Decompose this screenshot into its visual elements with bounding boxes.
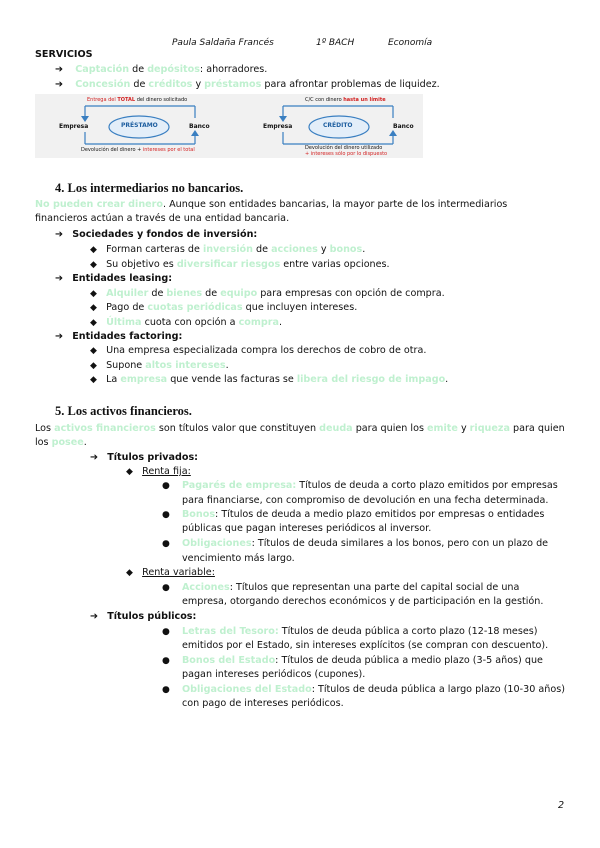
section-4-intro-line-1: No pueden crear dinero. Aunque son entidades bancarias, la mayor parte de los intermediarios	[35, 199, 508, 210]
section-4-title: 4. Los intermediarios no bancarios.	[55, 181, 244, 195]
diamond-icon: ◆	[90, 245, 97, 255]
diamond-icon: ◆	[90, 260, 97, 270]
header-name: Paula Saldaña Francés	[172, 38, 274, 48]
obligaciones-estado-line-1: Obligaciones del Estado: Títulos de deuda pública a largo plazo (10-30 años)	[182, 684, 565, 695]
diagram-right-top-label: C/C con dinero hasta un límite	[305, 97, 386, 103]
pagares-line-2: para financiarse, con compromiso de devolución en una fecha determinada.	[182, 495, 549, 506]
bullet-icon: ●	[162, 510, 170, 520]
header-course: 1º BACH	[316, 38, 355, 48]
obligaciones-line-1: Obligaciones: Títulos de deuda similares a los bonos, pero con un plazo de	[182, 538, 549, 549]
servicios-title: SERVICIOS	[35, 49, 93, 60]
diagram-right-banco: Banco	[393, 123, 414, 130]
section-5-title: 5. Los activos financieros.	[55, 404, 192, 418]
section-5-intro-line-2: los posee.	[35, 437, 87, 448]
header-subject: Economía	[388, 38, 433, 48]
bonos-line-1: Bonos: Títulos de deuda a medio plazo emitidos por empresas o entidades	[182, 509, 545, 520]
obligaciones-item	[162, 536, 170, 552]
letras-line-1: Letras del Tesoro: Títulos de deuda pública a corto plazo (12-18 meses)	[182, 626, 538, 637]
arrow-icon: ➔	[55, 229, 64, 240]
letras-line-2: emitidos por el Estado, sin intereses explícitos (se compran con descuento).	[182, 640, 549, 651]
diagram-right-bottom-a: Devolución del dinero utilizado	[305, 145, 383, 151]
obligaciones-line-2: vencimiento más largo.	[182, 553, 295, 564]
diamond-icon: ◆	[90, 318, 97, 328]
section-5-intro-line-1: Los activos financieros son títulos valor que constituyen deuda para quien los emite y riqueza para quien	[35, 423, 565, 434]
leasing-bullet-1: ◆ Alquiler de bienes de equipo para empresas con opción de compra.	[90, 288, 445, 299]
sociedades-bullet-2: ◆ Su objetivo es diversificar riesgos entre varias opciones.	[90, 259, 390, 270]
leasing-bullet-3: ◆ Última cuota con opción a compra.	[90, 317, 283, 328]
acciones-item	[162, 580, 170, 596]
leasing-heading: ➔ Entidades leasing:	[55, 273, 173, 284]
diamond-icon: ◆	[90, 289, 97, 299]
letras-item	[162, 624, 170, 640]
privados-heading: ➔ Títulos privados:	[90, 452, 199, 463]
diagram-left-empresa: Empresa	[59, 123, 89, 130]
renta-fija-heading: ◆ Renta fija:	[126, 466, 191, 477]
publicos-heading: ➔ Títulos públicos:	[90, 611, 197, 622]
diamond-icon: ◆	[126, 568, 133, 578]
obligaciones-estado-line-2: con pago de intereses periódicos.	[182, 698, 344, 709]
diamond-icon: ◆	[90, 375, 97, 385]
bonos-estado-line-2: pagan intereses periódicos (cupones).	[182, 669, 366, 680]
bonos-line-2: públicas que pagan intereses periódicos al inversor.	[182, 523, 432, 534]
bonos-item	[162, 507, 170, 523]
diamond-icon: ◆	[90, 361, 97, 371]
diagram-left-top-label: Entrega del TOTAL del dinero solicitado	[87, 97, 188, 103]
diagram-right-empresa: Empresa	[263, 123, 293, 130]
arrow-icon: ➔	[55, 64, 64, 75]
bullet-icon: ●	[162, 539, 170, 549]
sociedades-bullet-1: ◆ Forman carteras de inversión de acciones y bonos.	[90, 244, 366, 255]
bullet-icon: ●	[162, 627, 170, 637]
arrow-icon: ➔	[90, 452, 99, 463]
bullet-icon: ●	[162, 583, 170, 593]
pagares-line-1: Pagarés de empresa: Títulos de deuda a corto plazo emitidos por empresas	[182, 480, 558, 491]
factoring-bullet-2: ◆ Supone altos intereses.	[90, 360, 229, 371]
servicios-item-2: ➔ Concesión de créditos y préstamos para afrontar problemas de liquidez.	[55, 79, 440, 90]
bonos-estado-item	[162, 653, 170, 669]
diamond-icon: ◆	[126, 467, 133, 477]
renta-variable-heading: ◆ Renta variable:	[126, 567, 215, 578]
diagram-right-bottom-b: + intereses sólo por lo dispuesto	[305, 151, 388, 157]
obligaciones-estado-item	[162, 682, 170, 698]
diagram-right-center: CRÉDITO	[323, 122, 353, 129]
factoring-bullet-1: ◆ Una empresa especializada compra los derechos de cobro de otra.	[90, 345, 427, 356]
bullet-icon: ●	[162, 685, 170, 695]
diagram-left-banco: Banco	[189, 123, 210, 130]
arrow-icon: ➔	[55, 331, 64, 342]
diamond-icon: ◆	[90, 346, 97, 356]
servicios-item-1: ➔ Captación de depósitos: ahorradores.	[55, 64, 268, 75]
diamond-icon: ◆	[90, 303, 97, 313]
bullet-icon: ●	[162, 481, 170, 491]
bonos-estado-line-1: Bonos del Estado: Títulos de deuda pública a medio plazo (3-5 años) que	[182, 655, 543, 666]
acciones-line-1: Acciones: Títulos que representan una parte del capital social de una	[182, 582, 520, 593]
leasing-bullet-2: ◆ Pago de cuotas periódicas que incluyen intereses.	[90, 302, 358, 313]
arrow-icon: ➔	[55, 79, 64, 90]
prestamo-credito-diagram	[35, 94, 423, 158]
diagram-left-center: PRÉSTAMO	[121, 122, 158, 129]
factoring-bullet-3: ◆ La empresa que vende las facturas se libera del riesgo de impago.	[90, 374, 449, 385]
bullet-icon: ●	[162, 656, 170, 666]
factoring-heading: ➔ Entidades factoring:	[55, 331, 183, 342]
sociedades-heading: ➔ Sociedades y fondos de inversión:	[55, 229, 258, 240]
acciones-line-2: empresa, otorgando derechos económicos y de participación en la gestión.	[182, 596, 544, 607]
arrow-icon: ➔	[90, 611, 99, 622]
pagares-item	[162, 478, 170, 494]
page-number: 2	[558, 800, 565, 811]
diagram-left-bottom-label: Devolución del dinero + intereses por el total	[81, 147, 195, 153]
arrow-icon: ➔	[55, 273, 64, 284]
section-4-intro-line-2: financieros actúan a través de una entidad bancaria.	[35, 213, 290, 224]
